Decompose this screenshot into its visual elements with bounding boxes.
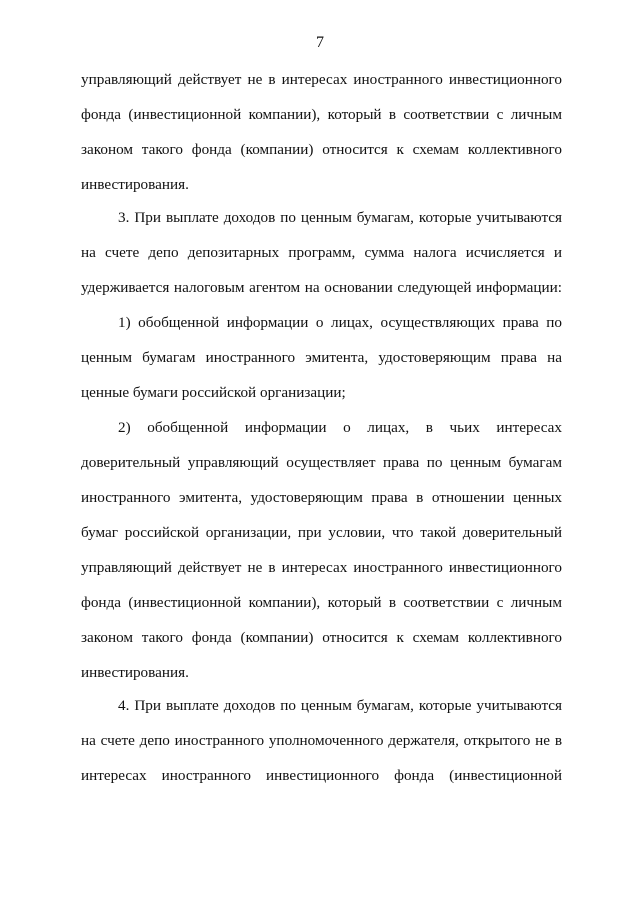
- paragraph-4-line-3: иностранного эмитента, удостоверяющим права в отношении ценных: [81, 489, 562, 506]
- page-number: 7: [316, 34, 324, 51]
- paragraph-4-line-8: инвестирования.: [81, 664, 189, 681]
- paragraph-5-line-1: 4. При выплате доходов по ценным бумагам, которые учитываются: [118, 697, 562, 714]
- paragraph-4-line-7: законом такого фонда (компании) относится к схемам коллективного: [81, 629, 562, 646]
- paragraph-4-line-5: управляющий действует не в интересах иностранного инвестиционного: [81, 559, 562, 576]
- paragraph-2-line-1: 3. При выплате доходов по ценным бумагам, которые учитываются: [118, 209, 562, 226]
- paragraph-3-line-2: ценным бумагам иностранного эмитента, удостоверяющим права на: [81, 349, 562, 366]
- paragraph-4-line-4: бумаг российской организации, при условии, что такой доверительный: [81, 524, 562, 541]
- paragraph-2-line-2: на счете депо депозитарных программ, сумма налога исчисляется и: [81, 244, 562, 261]
- paragraph-5-line-3: интересах иностранного инвестиционного фонда (инвестиционной: [81, 767, 562, 784]
- paragraph-4-line-1: 2) обобщенной информации о лицах, в чьих интересах: [118, 419, 562, 436]
- paragraph-5-line-2: на счете депо иностранного уполномоченного держателя, открытого не в: [81, 732, 562, 749]
- paragraph-3-line-1: 1) обобщенной информации о лицах, осуществляющих права по: [118, 314, 562, 331]
- paragraph-1-line-3: законом такого фонда (компании) относится к схемам коллективного: [81, 141, 562, 158]
- paragraph-1-line-2: фонда (инвестиционной компании), который в соответствии с личным: [81, 106, 562, 123]
- paragraph-1-line-1: управляющий действует не в интересах иностранного инвестиционного: [81, 71, 562, 88]
- paragraph-4-line-6: фонда (инвестиционной компании), который в соответствии с личным: [81, 594, 562, 611]
- paragraph-1-line-4: инвестирования.: [81, 176, 189, 193]
- paragraph-3-line-3: ценные бумаги российской организации;: [81, 384, 346, 401]
- paragraph-4-line-2: доверительный управляющий осуществляет права по ценным бумагам: [81, 454, 562, 471]
- paragraph-2-line-3: удерживается налоговым агентом на основании следующей информации:: [81, 279, 562, 296]
